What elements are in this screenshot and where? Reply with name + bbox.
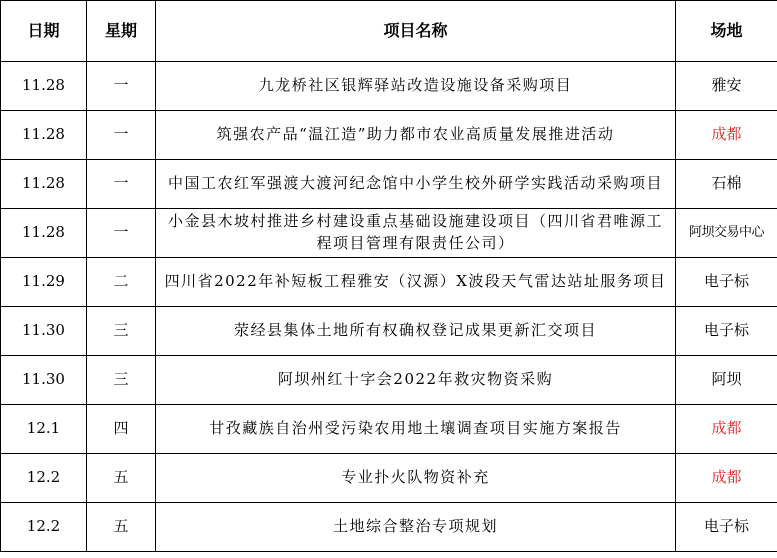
date-cell: 11.29 (1, 258, 87, 307)
date-cell: 11.30 (1, 307, 87, 356)
header-weekday: 星期 (87, 1, 156, 62)
weekday-cell: 一 (87, 62, 156, 111)
header-row (1, 1, 777, 62)
project-name-cell: 中国工农红军强渡大渡河纪念馆中小学生校外研学实践活动采购项目 (156, 160, 676, 209)
table-row (1, 111, 777, 160)
table-row (1, 454, 777, 503)
venue-cell: 阿坝 (676, 356, 777, 405)
header-project: 项目名称 (156, 1, 676, 62)
table-row (1, 503, 777, 552)
table-row (1, 258, 777, 307)
table-row (1, 160, 777, 209)
venue-cell: 电子标 (676, 307, 777, 356)
venue-cell: 成都 (676, 111, 777, 160)
weekday-cell: 一 (87, 111, 156, 160)
table-row (1, 62, 777, 111)
date-cell: 12.2 (1, 454, 87, 503)
venue-cell: 雅安 (676, 62, 777, 111)
project-name-cell: 小金县木坡村推进乡村建设重点基础设施建设项目（四川省君唯源工程项目管理有限责任公司） (156, 209, 676, 258)
project-name-cell: 荥经县集体土地所有权确权登记成果更新汇交项目 (156, 307, 676, 356)
table-row (1, 307, 777, 356)
project-name-cell: 九龙桥社区银辉驿站改造设施设备采购项目 (156, 62, 676, 111)
date-cell: 12.2 (1, 503, 87, 552)
venue-cell: 石棉 (676, 160, 777, 209)
venue-cell: 电子标 (676, 503, 777, 552)
venue-cell: 成都 (676, 405, 777, 454)
venue-cell: 成都 (676, 454, 777, 503)
venue-cell: 阿坝交易中心 (676, 209, 777, 258)
weekday-cell: 五 (87, 503, 156, 552)
project-name-cell: 专业扑火队物资补充 (156, 454, 676, 503)
date-cell: 11.28 (1, 62, 87, 111)
date-cell: 11.28 (1, 111, 87, 160)
project-name-cell: 四川省2022年补短板工程雅安（汉源）X波段天气雷达站址服务项目 (156, 258, 676, 307)
date-cell: 11.28 (1, 209, 87, 258)
venue-cell: 电子标 (676, 258, 777, 307)
date-cell: 11.30 (1, 356, 87, 405)
table-row (1, 356, 777, 405)
weekday-cell: 三 (87, 307, 156, 356)
date-cell: 11.28 (1, 160, 87, 209)
date-cell: 12.1 (1, 405, 87, 454)
project-name-cell: 筑强农产品“温江造”助力都市农业高质量发展推进活动 (156, 111, 676, 160)
table-row (1, 405, 777, 454)
weekday-cell: 二 (87, 258, 156, 307)
table-row (1, 209, 777, 258)
project-name-cell: 阿坝州红十字会2022年救灾物资采购 (156, 356, 676, 405)
header-venue: 场地 (676, 1, 777, 62)
project-name-cell: 土地综合整治专项规划 (156, 503, 676, 552)
weekday-cell: 一 (87, 209, 156, 258)
project-name-cell: 甘孜藏族自治州受污染农用地土壤调查项目实施方案报告 (156, 405, 676, 454)
weekday-cell: 五 (87, 454, 156, 503)
weekday-cell: 四 (87, 405, 156, 454)
header-date: 日期 (1, 1, 87, 62)
weekday-cell: 一 (87, 160, 156, 209)
weekday-cell: 三 (87, 356, 156, 405)
